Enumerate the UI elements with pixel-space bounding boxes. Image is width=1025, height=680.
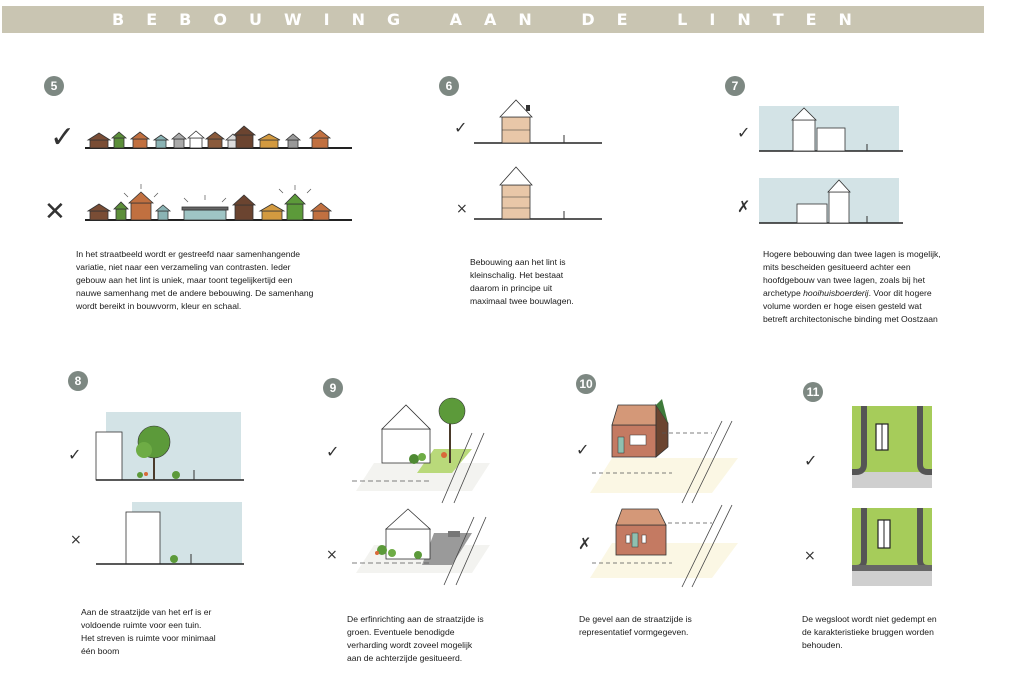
check-mark: ✓ xyxy=(50,120,76,155)
badge-9: 9 xyxy=(323,378,343,398)
header-banner xyxy=(2,6,984,33)
cross-mark: × xyxy=(326,547,338,563)
caption-6: Bebouwing aan het lint is kleinschalig. Het bestaat daarom in principe uit maximaal twee bouwlagen. xyxy=(470,257,574,306)
cross-mark: ✗ xyxy=(737,197,751,216)
cross-mark: × xyxy=(456,201,468,217)
sketch-yard-layout xyxy=(322,393,497,588)
cross-mark: × xyxy=(804,548,816,564)
badge-6: 6 xyxy=(439,76,459,96)
caption-9: De erfinrichting aan de straatzijde is groen. Eventuele benodigde verharding wordt zoveel mogelijk aan de achterzijde gesitueerd. xyxy=(347,614,484,663)
check-mark: ✓ xyxy=(576,440,590,459)
caption-10: De gevel aan de straatzijde is representatief vormgegeven. xyxy=(579,614,692,637)
cross-mark: × xyxy=(70,532,82,548)
check-mark: ✓ xyxy=(804,451,818,470)
page-title: BEBOUWING AAN DE LINTEN xyxy=(112,10,874,29)
sketch-building-layers xyxy=(452,95,612,230)
sketch-facade xyxy=(572,393,742,588)
caption-11: De wegsloot wordt niet gedempt en de karakteristieke bruggen worden behouden. xyxy=(802,614,937,650)
badge-8: 8 xyxy=(68,371,88,391)
check-mark: ✓ xyxy=(326,442,340,461)
cross-mark: ✗ xyxy=(578,534,592,553)
sketch-streetscape xyxy=(40,105,360,230)
check-mark: ✓ xyxy=(454,118,468,137)
badge-10: 10 xyxy=(576,374,596,394)
badge-11: 11 xyxy=(803,382,823,402)
sketch-wegsloot xyxy=(800,402,950,592)
sketch-hooihuis xyxy=(735,100,915,230)
check-mark: ✓ xyxy=(737,123,751,142)
badge-7: 7 xyxy=(725,76,745,96)
caption-8: Aan de straatzijde van het erf is er voldoende ruimte voor een tuin. Het streven is ruimte voor minimaal één boom xyxy=(81,607,216,656)
cross-mark: ✕ xyxy=(44,197,66,227)
badge-5: 5 xyxy=(44,76,64,96)
sketch-front-garden xyxy=(66,408,256,570)
check-mark: ✓ xyxy=(68,445,82,464)
caption-5: In het straatbeeld wordt er gestreefd naar samenhangende variatie, niet naar een verzameling van contrasten. Ieder gebouw aan het lint is uniek, maar toont tegelijkertijd een nauwe samenhang met de andere bebouwing. De samenhang wordt bereikt in bouwvorm, kleur en schaal. xyxy=(76,249,314,311)
caption-7: Hogere bebouwing dan twee lagen is mogelijk, mits bescheiden gesitueerd achter een hoofdgebouw van twee lagen, zoals bij het archetype hooihuisboerderij. Voor dit hogere volume worden er hoge eisen gesteld wat betreft architectonische binding met Oostzaan xyxy=(763,249,941,324)
